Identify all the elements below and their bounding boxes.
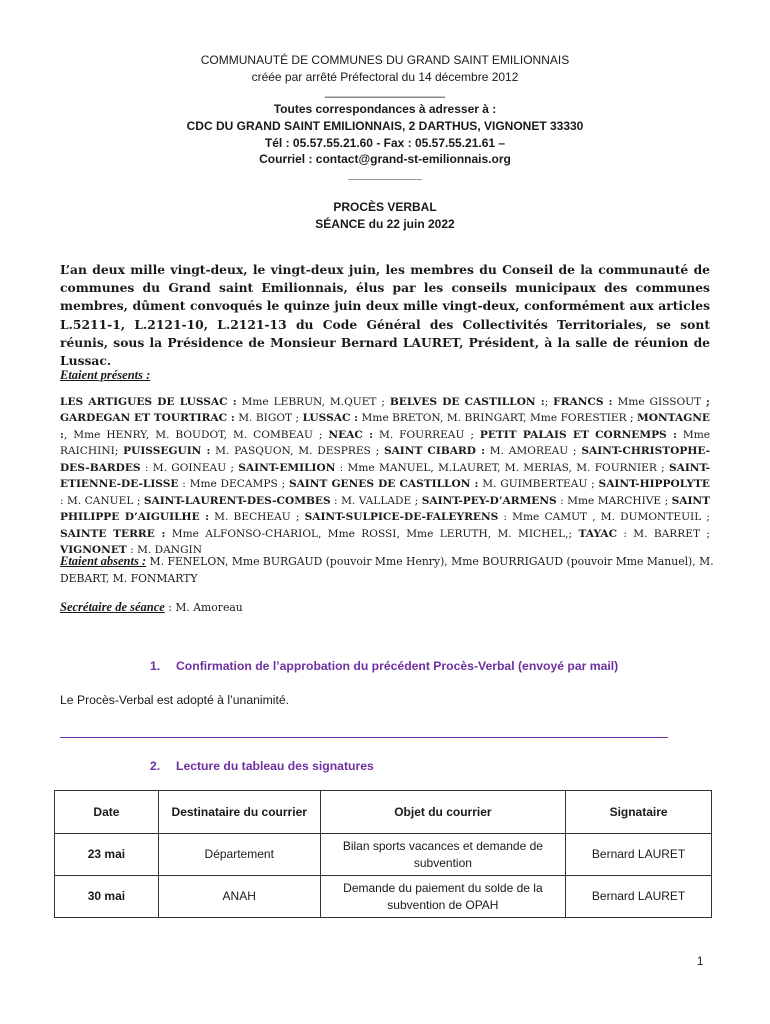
document-title: PROCÈS VERBAL xyxy=(333,200,437,214)
table-header-row xyxy=(55,791,712,834)
introduction-paragraph: L’an deux mille vingt-deux, le vingt-deux juin, les membres du Conseil de la communauté de communes du Grand saint Emilionnais, élus par les conseils municipaux des communes membres, dûment convoqués le quinze juin deux mille vingt-deux, conformément aux articles L.5211-1, L.2121-10, L.2121-13 du Code Général des Collectivités Territoriales, se sont réunis, sous la Présidence de Monsieur Bernard LAURET, Président, à la salle de réunion de Lussac. xyxy=(60,262,710,369)
organization-name: COMMUNAUTÉ DE COMMUNES DU GRAND SAINT EMILIONNAIS xyxy=(200,53,570,67)
column-header-signatory: Signataire xyxy=(566,791,712,834)
commune-name: SAINT-SULPICE-DE-FALEYRENS xyxy=(304,511,499,524)
column-header-subject: Objet du courrier xyxy=(320,791,566,834)
commune-members: : Mme MARCHIVE ; xyxy=(556,494,672,507)
commune-name: PETIT PALAIS ET CORNEMPS : xyxy=(479,428,677,441)
cell-signatory: Bernard LAURET xyxy=(566,876,712,918)
column-header-recipient: Destinataire du courrier xyxy=(158,791,320,834)
present-label-line xyxy=(60,366,150,384)
commune-members: M. FOURREAU ; xyxy=(373,428,480,441)
commune-name: SAINT CIBARD : xyxy=(383,445,485,458)
commune-name: LUSSAC : xyxy=(302,412,359,425)
absent-names: M. FENELON, Mme BURGAUD (pouvoir Mme Henry), Mme BOURRIGAUD (pouvoir Mme Manuel), M. DEBART, M. FONMARTY xyxy=(60,555,714,585)
commune-members: M. BECHEAU ; xyxy=(209,511,305,524)
commune-members: M. GUIMBERTEAU ; xyxy=(478,478,599,491)
secretary-label: Secrétaire de séance xyxy=(60,600,165,614)
absent-members xyxy=(60,553,720,587)
commune-name: SAINT-HIPPOLYTE xyxy=(598,478,710,491)
commune-members: : Mme CAMUT , M. DUMONTEUIL ; xyxy=(498,511,710,524)
cell-date: 23 mai xyxy=(55,834,159,876)
separator-line xyxy=(60,737,668,738)
commune-members: M. BIGOT ; xyxy=(234,412,303,425)
commune-members: M. PASQUON, M. DESPRES ; xyxy=(210,445,384,458)
commune-name: SAINT-ETIENNE-DE-LISSE xyxy=(60,461,710,491)
column-header-date: Date xyxy=(55,791,159,834)
commune-members: : Mme DECAMPS ; xyxy=(178,478,289,491)
commune-name: ; GARDEGAN ET TOURTIRAC : xyxy=(60,396,710,425)
section-title: Lecture du tableau des signatures xyxy=(176,759,374,773)
session-date: SÉANCE du 22 juin 2022 xyxy=(315,217,455,231)
session-secretary xyxy=(60,599,710,616)
cell-recipient: Département xyxy=(158,834,320,876)
commune-name: SAINTE TERRE : xyxy=(60,527,166,540)
commune-name: NEAC : xyxy=(328,428,374,441)
table-row xyxy=(55,876,712,918)
commune-members: : M. VALLADE ; xyxy=(330,494,422,507)
commune-name: FRANCS : xyxy=(553,396,613,408)
header-rule-short: ___________ xyxy=(348,167,422,181)
section-1-text: Le Procès-Verbal est adopté à l’unanimité. xyxy=(60,693,289,707)
cell-subject: Bilan sports vacances et demande de subvention xyxy=(320,834,566,876)
cell-recipient: ANAH xyxy=(158,876,320,918)
commune-members: : M. GOINEAU ; xyxy=(140,461,239,474)
commune-members: : M. CANUEL ; xyxy=(60,494,144,507)
commune-name: BELVES DE CASTILLON : xyxy=(389,396,545,408)
commune-name: SAINT-PEY-D’ARMENS xyxy=(421,494,557,507)
present-label: Etaient présents : xyxy=(60,368,151,382)
commune-name: SAINT-LAURENT-DES-COMBES xyxy=(143,494,331,507)
commune-members: M. AMOREAU ; xyxy=(485,445,582,458)
absent-label: Etaient absents : xyxy=(60,554,147,568)
commune-name: SAINT-EMILION xyxy=(238,461,336,474)
commune-name: PUISSEGUIN : xyxy=(123,445,211,458)
commune-members: ; xyxy=(544,396,554,408)
commune-name: SAINT PHILIPPE D’AIGUILHE : xyxy=(60,494,710,524)
commune-members: : M. DANGIN xyxy=(126,544,202,557)
creation-decree: créée par arrêté Préfectoral du 14 décembre 2012 xyxy=(251,70,519,84)
correspondence-label: Toutes correspondances à adresser à : xyxy=(273,102,497,116)
commune-members: , Mme HENRY, M. BOUDOT, M. COMBEAU ; xyxy=(63,428,329,441)
phone-fax: Tél : 05.57.55.21.60 - Fax : 05.57.55.21.61 – xyxy=(264,136,506,150)
cell-subject: Demande du paiement du solde de la subvention de OPAH xyxy=(320,876,566,918)
table-row xyxy=(55,834,712,876)
section-title: Confirmation de l’approbation du précédent Procès-Verbal (envoyé par mail) xyxy=(176,659,619,673)
commune-name: SAINT-CHRISTOPHE-DES-BARDES xyxy=(60,445,710,474)
commune-members: : M. BARRET ; xyxy=(617,527,710,540)
section-heading-1 xyxy=(150,659,618,673)
secretary-name: : M. Amoreau xyxy=(164,601,243,614)
commune-members: Mme LEBRUN, M.QUET ; xyxy=(236,396,390,408)
page-number: 1 xyxy=(697,956,704,968)
postal-address: CDC DU GRAND SAINT EMILIONNAIS, 2 DARTHUS, VIGNONET 33330 xyxy=(186,119,584,133)
cell-signatory: Bernard LAURET xyxy=(566,834,712,876)
section-heading-2 xyxy=(150,759,374,773)
commune-name: VIGNONET xyxy=(60,544,127,557)
signatures-table xyxy=(54,790,712,918)
section-number: 1. xyxy=(150,659,161,673)
present-members-list xyxy=(60,394,710,559)
header-rule: __________________ xyxy=(324,84,446,98)
commune-name: MONTAGNE : xyxy=(60,412,710,441)
commune-members: Mme ALFONSO-CHARIOL, Mme ROSSI, Mme LERUTH, M. MICHEL,; xyxy=(165,527,579,540)
commune-members: Mme GISSOUT xyxy=(612,396,707,408)
commune-name: LES ARTIGUES DE LUSSAC : xyxy=(60,396,237,408)
cell-date: 30 mai xyxy=(55,876,159,918)
commune-members: : Mme MANUEL, M.LAURET, M. MERIAS, M. FOURNIER ; xyxy=(335,461,669,474)
commune-name: TAYAC xyxy=(578,527,617,540)
section-number: 2. xyxy=(150,759,161,773)
commune-name: SAINT GENES DE CASTILLON : xyxy=(288,478,479,491)
email-address: Courriel : contact@grand-st-emilionnais.org xyxy=(259,152,511,166)
commune-members: Mme RAICHINI; xyxy=(60,428,711,458)
commune-members: Mme BRETON, M. BRINGART, Mme FORESTIER ; xyxy=(358,412,638,425)
